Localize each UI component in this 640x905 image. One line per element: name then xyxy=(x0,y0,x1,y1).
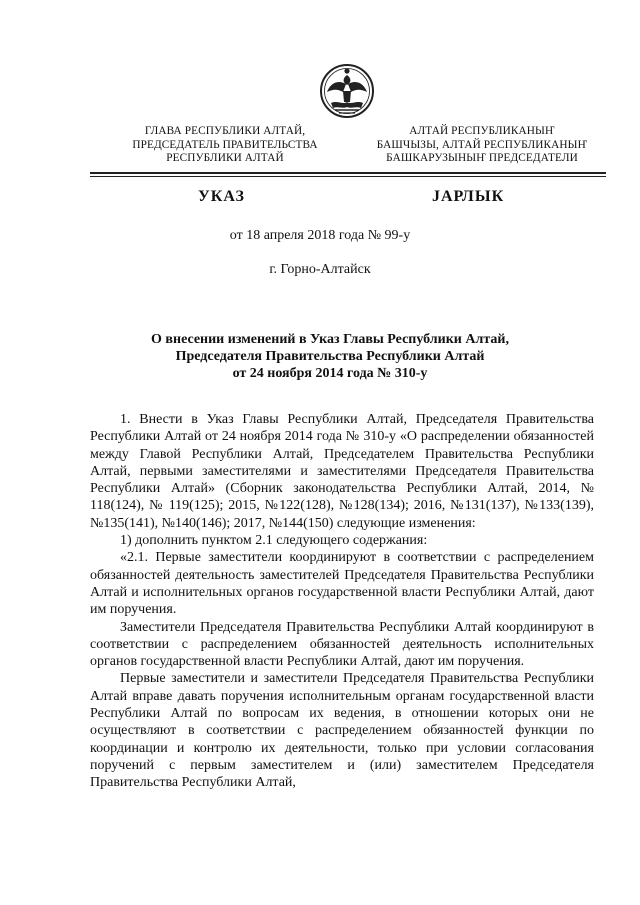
document-kind-russian: УКАЗ xyxy=(198,188,245,205)
body-paragraph: «2.1. Первые заместители координируют в соответствии с распределением обязанностей деятельность заместителей Председателя Правительства Республики Алтай и исполнительных органов государственной власти Республики Алтай, дают им поручения. xyxy=(90,550,594,618)
document-city: г. Горно-Алтайск xyxy=(269,262,371,277)
document-date-number: от 18 апреля 2018 года № 99-у xyxy=(229,228,411,243)
issuer-line: АЛТАЙ РЕСПУБЛИКАНЫҤ xyxy=(409,125,555,137)
title-line: Председателя Правительства Республики Алтай xyxy=(175,349,485,364)
body-paragraph: 1. Внести в Указ Главы Республики Алтай, Председателя Правительства Республики Алтай от 24 ноября 2014 года № 310-у «О распределении обязанностей между Главой Республики Алтай, Председателем Правительства Республики Алтай, первыми заместителями и заместителями Председателя Правительства Республики Алтай» (Сборник законодательства Республики Алтай, 2014, № 118(124), № 119(125); 2015, №122(128), №128(134); 2016, №131(137), №133(139), №135(141), №140(146); 2017, №144(150) следующие изменения: xyxy=(90,412,594,531)
title-line: О внесении изменений в Указ Главы Республики Алтай, xyxy=(151,332,509,347)
title-line: от 24 ноября 2014 года № 310-у xyxy=(232,366,428,381)
header-divider-thin xyxy=(90,176,606,177)
document-title xyxy=(120,331,540,382)
issuer-line: ПРЕДСЕДАТЕЛЬ ПРАВИТЕЛЬСТВА xyxy=(132,138,318,151)
issuer-line: БАШЧЫЗЫ, АЛТАЙ РЕСПУБЛИКАНЫҤ xyxy=(376,138,588,151)
body-paragraph: Первые заместители и заместители Председателя Правительства Республики Алтай вправе давать поручения исполнительным органам государственной власти Республики Алтай по вопросам их ведения, в отношении которых они не осуществляют в соответствии с распределением обязанностей функции по координации и контролю их деятельности, только при условии согласования поручений с первым заместителем и (или) заместителем Председателя Правительства Республики Алтай, xyxy=(90,671,594,791)
issuer-header-russian xyxy=(120,125,330,166)
document-kind-altai: JАРЛЫК xyxy=(432,188,505,205)
issuer-line: ГЛАВА РЕСПУБЛИКИ АЛТАЙ, xyxy=(144,125,306,137)
issuer-header-altai xyxy=(364,125,600,166)
republic-of-altai-coat-of-arms-icon xyxy=(319,62,375,120)
header-divider-thick xyxy=(90,172,606,174)
body-paragraph: 1) дополнить пунктом 2.1 следующего содержания: xyxy=(120,533,428,549)
issuer-line: БАШКАРУЗЫНЫҤ ПРЕДСЕДАТЕЛИ xyxy=(386,152,578,164)
issuer-line: РЕСПУБЛИКИ АЛТАЙ xyxy=(166,152,284,164)
body-paragraph: Заместители Председателя Правительства Республики Алтай координируют в соответствии с распределением обязанностей деятельность исполнительных органов государственной власти Республики Алтай, дают им поручения. xyxy=(90,619,594,670)
document-body xyxy=(90,411,594,792)
